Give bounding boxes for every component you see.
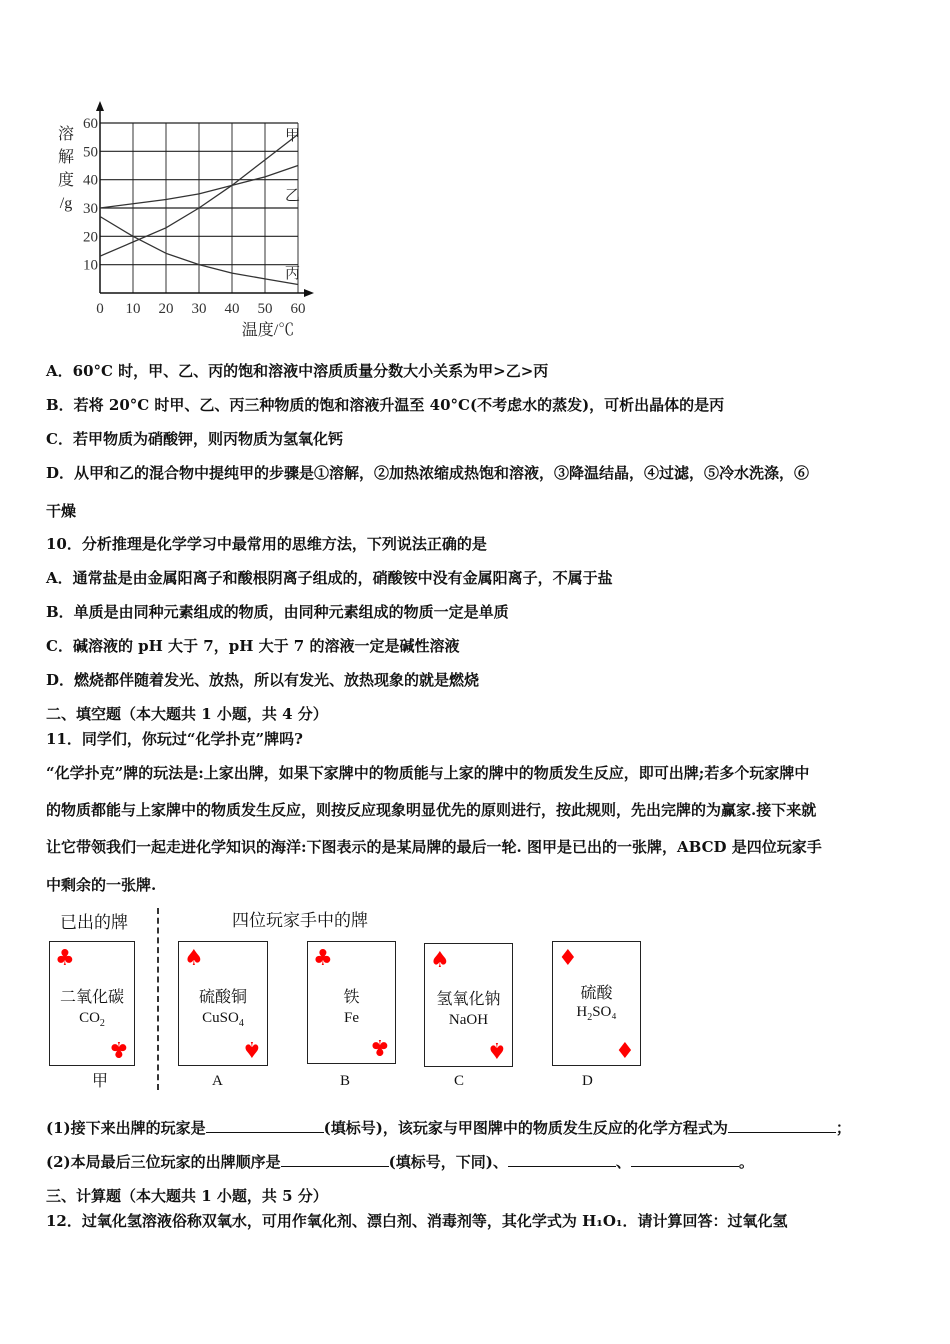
q11-stem: 11．同学们，你玩过“化学扑克”牌吗?: [46, 730, 303, 748]
formula-subscript: 4: [238, 1018, 244, 1029]
q11-paragraph-2: 的物质都能与上家牌中的物质发生反应，则按反应现象明显优先的原则进行，按此规则，先出完牌的为赢家.接下来就: [46, 801, 817, 819]
q11-sub1-end: ；: [835, 1119, 851, 1137]
playing-card-d: [552, 941, 641, 1066]
y-tick-label: 20: [83, 229, 98, 246]
card-label: C: [454, 1073, 465, 1089]
card-label: 甲: [92, 1071, 109, 1090]
playing-card-played: [49, 941, 135, 1066]
solubility-chart: [40, 95, 370, 345]
suit-icon: ♠: [242, 1036, 262, 1061]
formula-main: Fe: [344, 1010, 359, 1026]
q10-option-b: B．单质是由同种元素组成的物质，由同种元素组成的物质一定是单质: [46, 603, 509, 621]
y-tick-label: 30: [83, 201, 98, 217]
q11-sub2-text-2: (填标号，下同)、: [388, 1153, 508, 1171]
q9-option-a: A．60°C 时，甲、乙、丙的饱和溶液中溶质质量分数大小关系为甲>乙>丙: [46, 362, 549, 380]
q11-paragraph-1: “化学扑克”牌的玩法是:上家出牌，如果下家牌中的物质能与上家的牌中的物质发生反应，即可出牌;若多个玩家牌中: [46, 764, 810, 782]
card-formula: [425, 1012, 512, 1029]
y-axis-arrow-icon: [96, 101, 104, 111]
answer-blank-1[interactable]: [206, 1118, 324, 1133]
formula-main: NaOH: [448, 1012, 489, 1028]
section-2-heading: 二、填空题（本大题共 1 小题，共 4 分）: [46, 705, 328, 723]
formula-subscript: 2: [99, 1018, 105, 1029]
card-formula: [50, 1010, 134, 1029]
card-formula: [308, 1010, 395, 1027]
card-label: D: [582, 1073, 593, 1089]
suit-icon: ♣: [55, 946, 75, 971]
section-3-heading: 三、计算题（本大题共 1 小题，共 5 分）: [46, 1187, 328, 1205]
q9-option-d: D．从甲和乙的混合物中提纯甲的步骤是①溶解，②加热浓缩成热饱和溶液，③降温结晶，④过滤，⑤冷水洗涤，⑥: [46, 464, 810, 482]
suit-icon: ♣: [109, 1036, 129, 1061]
x-tick-label: 0: [96, 301, 104, 317]
y-axis-label: 解: [57, 149, 75, 166]
formula-main: H: [576, 1004, 588, 1020]
x-tick-label: 60: [290, 301, 306, 317]
y-tick-label: 60: [83, 116, 98, 132]
y-tick-label: 50: [83, 144, 98, 161]
x-axis-arrow-icon: [304, 289, 314, 297]
q10-option-a: A．通常盐是由金属阳离子和酸根阴离子组成的，硝酸铵中没有金属阳离子，不属于盐: [46, 569, 613, 587]
y-axis-label: 溶: [57, 126, 75, 143]
answer-blank-2[interactable]: [728, 1118, 836, 1133]
suit-icon: ♣: [313, 946, 333, 971]
y-tick-label: 10: [83, 257, 98, 274]
suit-icon: ♠: [184, 946, 204, 971]
x-tick-label: 50: [257, 301, 273, 317]
divider-dashed-line: [157, 908, 159, 1090]
suit-icon: ♠: [430, 948, 450, 973]
q10-option-d: D．燃烧都伴随着发光、放热，所以有发光、放热现象的就是燃烧: [46, 671, 480, 689]
y-axis-label: /g: [59, 195, 73, 212]
card-label: B: [340, 1073, 351, 1089]
y-axis-label: 度: [57, 172, 75, 189]
suit-icon: ♦: [558, 946, 578, 971]
x-tick-label: 10: [125, 301, 141, 317]
suit-icon: ♠: [487, 1037, 507, 1062]
formula-main: CO: [79, 1010, 100, 1026]
answer-blank-3[interactable]: [281, 1152, 389, 1167]
playing-card-a: [178, 941, 268, 1066]
formula-main: CuSO: [202, 1010, 239, 1026]
suit-icon: ♦: [615, 1036, 635, 1061]
q11-sub2-sep: 、: [615, 1153, 631, 1171]
card-formula: [553, 1004, 640, 1023]
playing-card-b: [307, 941, 396, 1064]
formula-tail: SO₄: [592, 1004, 617, 1020]
q9-option-b: B．若将 20°C 时甲、乙、丙三种物质的饱和溶液升温至 40°C(不考虑水的蒸发)，可析出晶体的是丙: [46, 396, 725, 414]
card-formula: [179, 1010, 267, 1029]
card-label: A: [212, 1073, 223, 1089]
q11-paragraph-4: 中剩余的一张牌.: [46, 876, 157, 894]
q11-sub1-text: (1)接下来出牌的玩家是: [46, 1119, 206, 1137]
player-hands-header: 四位玩家手中的牌: [232, 911, 368, 931]
x-axis-label: 温度/℃: [241, 322, 295, 339]
q11-sub1-text-2: (填标号)，该玩家与甲图牌中的物质发生反应的化学方程式为: [323, 1119, 728, 1137]
x-tick-label: 30: [191, 301, 207, 317]
y-tick-label: 40: [83, 172, 98, 189]
q11-sub2-end: 。: [738, 1153, 754, 1171]
suit-icon: ♣: [370, 1034, 390, 1059]
played-card-header: 已出的牌: [60, 913, 128, 933]
series-label: 乙: [285, 188, 301, 204]
formula-subscript: 2: [587, 1012, 593, 1023]
q11-sub-question-2: [46, 1152, 754, 1172]
card-substance-name: 硫酸铜: [198, 987, 247, 1006]
playing-card-c: [424, 943, 513, 1067]
q9-option-d-cont: 干燥: [46, 502, 77, 520]
x-tick-label: 40: [224, 301, 240, 317]
series-label: 丙: [285, 266, 301, 282]
card-substance-name: 二氧化碳: [59, 987, 124, 1006]
answer-blank-5[interactable]: [631, 1152, 739, 1167]
series-label: 甲: [285, 128, 301, 144]
answer-blank-4[interactable]: [508, 1152, 616, 1167]
q11-sub2-text: (2)本局最后三位玩家的出牌顺序是: [46, 1153, 281, 1171]
card-substance-name: 铁: [343, 987, 360, 1006]
card-substance-name: 硫酸: [580, 983, 613, 1002]
q9-option-c: C．若甲物质为硝酸钾，则丙物质为氢氧化钙: [46, 430, 343, 448]
q11-sub-question-1: [46, 1118, 851, 1138]
card-substance-name: 氢氧化钠: [436, 989, 501, 1008]
q10-option-c: C．碱溶液的 pH 大于 7，pH 大于 7 的溶液一定是碱性溶液: [46, 637, 460, 655]
q11-paragraph-3: 让它带领我们一起走进化学知识的海洋:下图表示的是某局牌的最后一轮. 图甲是已出的一张牌，ABCD 是四位玩家手: [46, 838, 822, 856]
x-tick-label: 20: [158, 301, 174, 317]
q10-stem: 10．分析推理是化学学习中最常用的思维方法，下列说法正确的是: [46, 535, 487, 553]
q12-stem: 12．过氧化氢溶液俗称双氧水，可用作氧化剂、漂白剂、消毒剂等，其化学式为 H₁O₁．请计算回答：过氧化氢: [46, 1212, 788, 1230]
